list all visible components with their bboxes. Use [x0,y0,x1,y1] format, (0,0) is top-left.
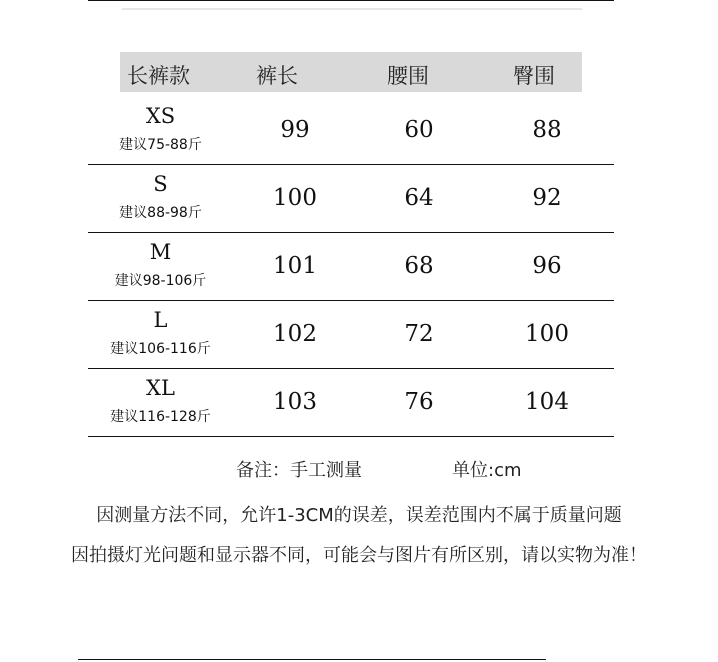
length-value: 101 [273,253,317,279]
table-row [88,164,614,233]
waist-value: 72 [404,321,434,347]
top-divider [88,0,614,1]
weight-recommendation: 建议98-106斤 [114,273,207,289]
length-value: 99 [280,117,310,143]
hip-value: 104 [525,389,569,415]
hip-value: 100 [525,321,569,347]
length-value: 100 [273,185,317,211]
size-label: M [149,240,172,264]
size-label: XL [146,376,175,400]
header-style: 长裤款 [127,64,190,88]
table-row [88,300,614,369]
table-row [88,96,614,165]
weight-recommendation: 建议75-88斤 [119,137,202,153]
waist-value: 68 [404,253,434,279]
hip-value: 96 [532,253,562,279]
table-row [88,232,614,301]
size-label: S [153,172,168,196]
waist-value: 64 [404,185,434,211]
table-row [88,368,614,437]
display-disclaimer: 因拍摄灯光问题和显示器不同，可能会与图片有所区别，请以实物为准！ [71,545,647,566]
header-hip: 臀围 [513,64,555,88]
measurement-remark: 备注：手工测量 [236,460,362,481]
tolerance-note: 因测量方法不同，允许1-3CM的误差，误差范围内不属于质量问题 [96,505,622,526]
weight-recommendation: 建议88-98斤 [119,205,202,221]
waist-value: 76 [404,389,434,415]
hip-value: 88 [532,117,562,143]
waist-value: 60 [404,117,434,143]
unit-note: 单位:cm [452,460,522,481]
size-label: XS [145,104,176,128]
length-value: 103 [273,389,317,415]
weight-recommendation: 建议106-116斤 [110,341,211,357]
size-label: L [153,308,168,332]
weight-recommendation: 建议116-128斤 [110,409,211,425]
header-waist: 腰围 [387,64,429,88]
hip-value: 92 [532,185,562,211]
header-length: 裤长 [256,64,298,88]
top-soft-divider [122,8,582,10]
length-value: 102 [273,321,317,347]
bottom-divider [78,659,546,660]
